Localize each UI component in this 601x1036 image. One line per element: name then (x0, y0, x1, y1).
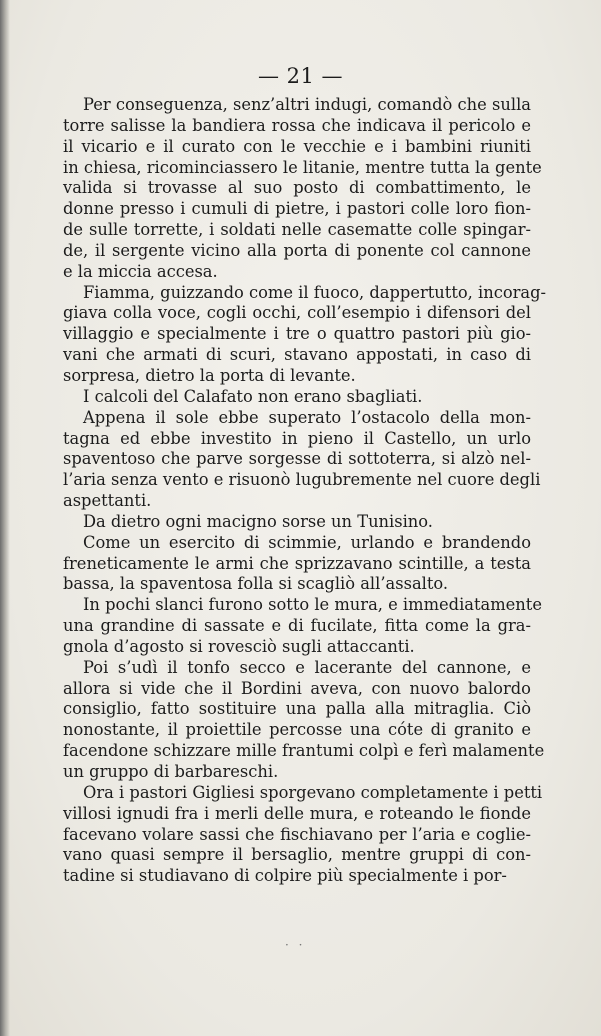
text-line: spaventoso che parve sorgesse di sottoterra, si alzò nel- (63, 449, 531, 469)
text-line: gnola d’agosto si rovesciò sugli attaccanti. (63, 636, 415, 656)
text-line: facevano volare sassi che fischiavano per l’aria e coglie- (63, 824, 531, 844)
text-line: una grandine di sassate e di fucilate, fitta come la gra- (63, 616, 531, 636)
text-line: vani che armati di scuri, stavano appostati, in caso di (63, 345, 531, 365)
text-line: I calcoli del Calafato non erano sbagliati. (83, 386, 423, 406)
text-line: donne presso i cumuli di pietre, i pastori colle loro fion- (63, 199, 531, 219)
text-line: In pochi slanci furono sotto le mura, e immediatamente (83, 595, 542, 615)
text-line: sorpresa, dietro la porta di levante. (63, 365, 356, 385)
text-line: nonostante, il proiettile percosse una cóte di granito e (63, 720, 531, 740)
text-line: valida si trovasse al suo posto di combattimento, le (63, 178, 531, 198)
text-line: in chiesa, ricominciassero le litanie, mentre tutta la gente (63, 157, 542, 177)
page-binding-shadow (0, 0, 10, 1036)
page-number: — 21 — (257, 64, 344, 88)
text-line: villaggio e specialmente i tre o quattro pastori più gio- (63, 324, 531, 344)
text-line: tadine si studiavano di colpire più specialmente i por- (63, 866, 507, 886)
text-line: de sulle torrette, i soldati nelle casematte colle spingar- (63, 220, 531, 240)
text-line: un gruppo di barbareschi. (63, 762, 279, 781)
text-line: tagna ed ebbe investito in pieno il Castello, un urlo (63, 428, 531, 448)
body-text (63, 95, 547, 887)
text-line: freneticamente le armi che sprizzavano scintille, a testa (63, 553, 531, 573)
text-line: allora si vide che il Bordini aveva, con nuovo balordo (63, 678, 531, 698)
text-line: Fiamma, guizzando come il fuoco, dappertutto, incorag- (83, 282, 547, 302)
text-line: de, il sergente vicino alla porta di ponente col cannone (63, 240, 531, 260)
text-line: e la miccia accesa. (63, 261, 218, 281)
text-line: Appena il sole ebbe superato l’ostacolo della mon- (83, 407, 531, 427)
text-line: giava colla voce, cogli occhi, coll’esempio i difensori del (63, 303, 531, 323)
text-line: Come un esercito di scimmie, urlando e brandendo (83, 532, 531, 552)
text-line: vano quasi sempre il bersaglio, mentre gruppi di con- (63, 845, 531, 865)
text-line: Per conseguenza, senz’altri indugi, comandò che sulla (83, 95, 531, 114)
text-line: l’aria senza vento e risuonò lugubremente nel cuore degli (63, 470, 541, 490)
text-line: Poi s’udì il tonfo secco e lacerante del cannone, e (83, 657, 531, 677)
print-smudge: · · (285, 938, 306, 952)
text-line: villosi ignudi fra i merli delle mura, e roteando le fionde (63, 803, 531, 823)
text-line: facendone schizzare mille frantumi colpì e ferì malamente (63, 741, 545, 761)
text-line: Ora i pastori Gigliesi sporgevano completamente i petti (83, 782, 543, 802)
text-line: Da dietro ogni macigno sorse un Tunisino. (83, 511, 433, 531)
text-line: aspettanti. (63, 491, 152, 511)
text-line: il vicario e il curato con le vecchie e i bambini riuniti (63, 136, 531, 156)
text-line: consiglio, fatto sostituire una palla alla mitraglia. Ciò (63, 699, 531, 719)
text-line: bassa, la spaventosa folla si scagliò all’assalto. (63, 574, 449, 594)
text-line: torre salisse la bandiera rossa che indicava il pericolo e (63, 115, 531, 135)
